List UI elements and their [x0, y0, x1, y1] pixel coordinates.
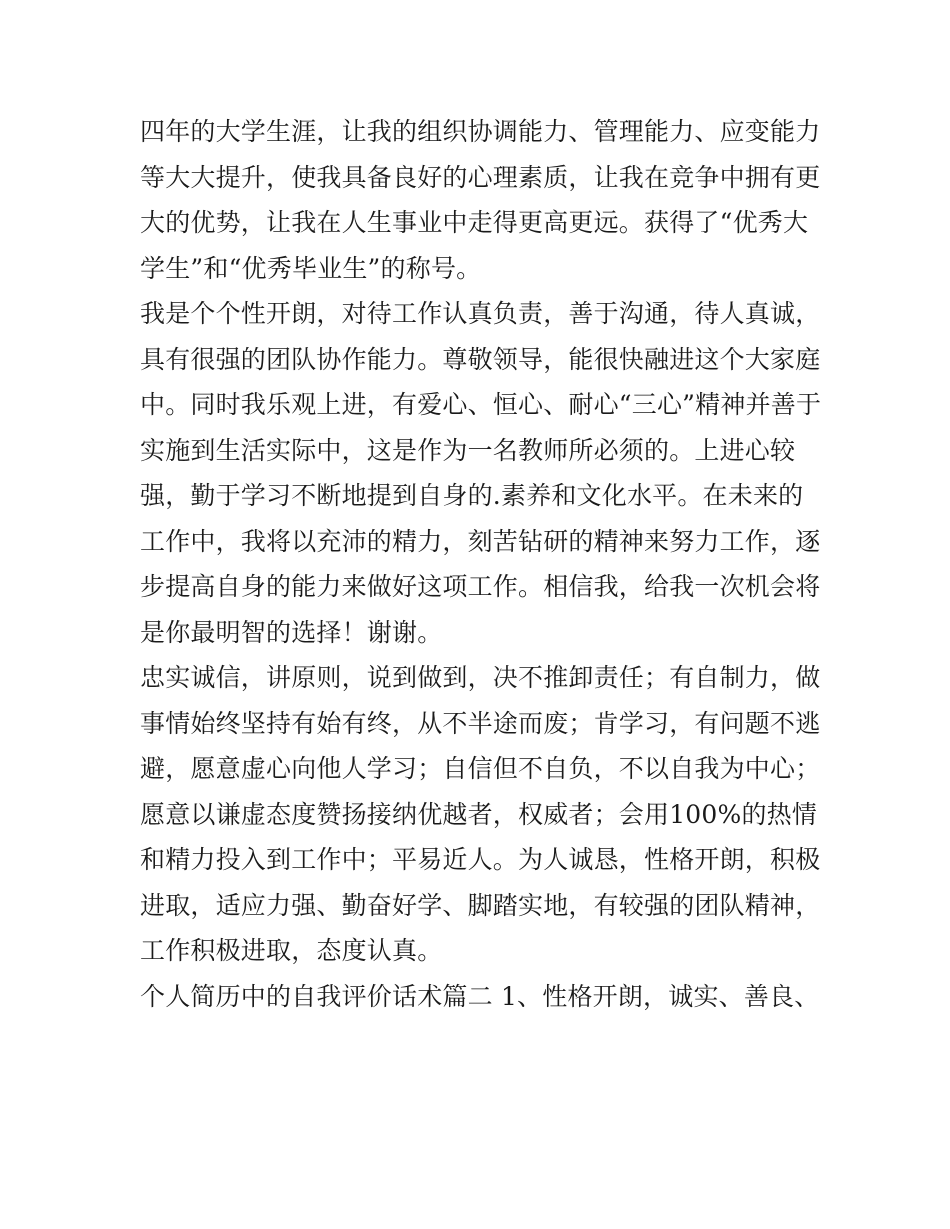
text-line: 和精力投入到工作中；平易近人。为人诚恳，性格开朗，积极	[140, 845, 821, 874]
text-line: 事情始终坚持有始有终，从不半途而废；肯学习，有问题不逃	[140, 708, 821, 738]
text-line: 忠实诚信，讲原则，说到做到，决不推卸责任；有自制力，做	[140, 663, 821, 692]
text-line: 愿意以谦虚态度赞扬接纳优越者，权威者；会用100%的热情	[140, 799, 818, 829]
text-line: 我是个个性开朗，对待工作认真负责，善于沟通，待人真诚，	[140, 299, 821, 328]
text-line: 步提高自身的能力来做好这项工作。相信我，给我一次机会将	[140, 572, 821, 601]
text-line: 具有很强的团队协作能力。尊敬领导，能很快融进这个大家庭	[140, 344, 821, 374]
text-line: 等大大提升，使我具备良好的心理素质，让我在竞争中拥有更	[140, 162, 821, 192]
text-line: 工作中，我将以充沛的精力，刻苦钻研的精神来努力工作，逐	[140, 526, 821, 556]
text-line: 个人简历中的自我评价话术篇二 1、性格开朗，诚实、善良、	[140, 981, 820, 1011]
text-line: 四年的大学生涯，让我的组织协调能力、管理能力、应变能力	[140, 117, 821, 146]
text-line: 工作积极进取，态度认真。	[140, 936, 443, 965]
text-line: 学生”和“优秀毕业生”的称号。	[140, 253, 482, 283]
text-line: 大的优势，让我在人生事业中走得更高更远。获得了“优秀大	[140, 208, 809, 237]
text-line: 是你最明智的选择！谢谢。	[140, 617, 443, 647]
document-body	[140, 109, 830, 1019]
text-line: 强，勤于学习不断地提到自身的.素养和文化水平。在未来的	[140, 481, 804, 510]
text-line: 进取，适应力强、勤奋好学、脚踏实地，有较强的团队精神，	[140, 890, 821, 920]
text-line: 中。同时我乐观上进，有爱心、恒心、耐心“三心”精神并善于	[140, 390, 822, 419]
text-line: 实施到生活实际中，这是作为一名教师所必须的。上进心较	[140, 435, 796, 465]
text-line: 避，愿意虚心向他人学习；自信但不自负，不以自我为中心；	[140, 754, 821, 783]
